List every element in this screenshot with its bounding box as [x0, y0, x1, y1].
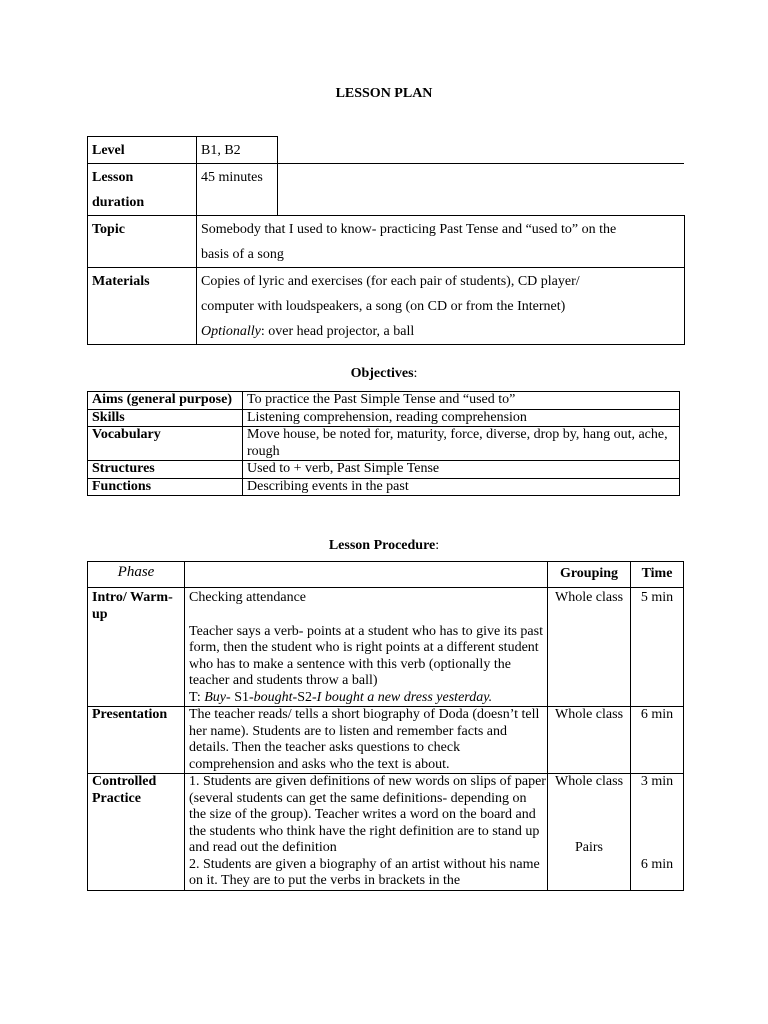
duration-label-line: Lesson — [92, 170, 134, 185]
procedure-table — [87, 561, 684, 891]
phase-description — [185, 588, 548, 707]
phase-description — [185, 774, 548, 891]
objectives-heading-colon: : — [413, 366, 418, 381]
description-paragraph: 1. Students are given definitions of new words on slips of paper (several students can get the same definitions- depending on the size of the group). Teacher writes a word on the board and the students who think have the right definition are to stand up and read out the definition — [189, 774, 546, 855]
document-title: LESSON PLAN — [335, 86, 433, 101]
objectives-label: Aims (general purpose) — [88, 392, 243, 410]
procedure-heading-text: Lesson Procedure — [328, 538, 436, 553]
example-part: I bought a new dress yesterday. — [316, 689, 493, 705]
objectives-label: Functions — [88, 478, 243, 496]
topic-line: Somebody that I used to know- practicing Past Tense and “used to” on the — [201, 222, 617, 237]
topic-line: basis of a song — [201, 247, 284, 262]
grouping-value: Whole class — [548, 707, 631, 774]
phase-name: Intro/ Warm-up — [88, 588, 185, 707]
procedure-header-blank — [185, 562, 548, 588]
topic-row — [88, 216, 685, 268]
info-spacer — [278, 137, 685, 164]
cell-gap — [631, 791, 683, 857]
time-value: 3 min — [640, 774, 674, 789]
time-value: 5 min — [631, 588, 684, 707]
duration-value: 45 minutes — [197, 164, 278, 216]
example-line — [189, 690, 547, 707]
grouping-column-header: Grouping — [548, 562, 631, 588]
phase-name: Controlled Practice — [88, 774, 185, 891]
example-part: -S2- — [292, 689, 317, 705]
phase-description: The teacher reads/ tells a short biography of Doda (doesn’t tell her name). Students are to listen and remember facts and details. Then the teacher asks questions to check comprehension and asks who the text is about. — [185, 707, 548, 774]
materials-line: Copies of lyric and exercises (for each pair of students), CD player/ — [201, 274, 580, 289]
materials-optional-line — [201, 319, 684, 344]
time-value: 6 min — [631, 707, 684, 774]
materials-line: computer with loudspeakers, a song (on CD or from the Internet) — [201, 299, 566, 314]
grouping-value: Pairs — [575, 839, 603, 855]
info-spacer — [278, 164, 685, 216]
objectives-value: Move house, be noted for, maturity, force, diverse, drop by, hang out, ache, rough — [243, 427, 680, 461]
topic-label: Topic — [88, 216, 197, 268]
phase-column-header: Phase — [88, 562, 185, 588]
example-part: bought — [253, 689, 293, 705]
paragraph-gap — [189, 607, 547, 624]
example-part: S1- — [230, 689, 254, 705]
optional-label: Optionally — [201, 324, 261, 339]
objectives-value: To practice the Past Simple Tense and “used to” — [243, 392, 680, 410]
materials-label: Materials — [88, 268, 197, 345]
objectives-row — [88, 392, 680, 410]
objectives-row — [88, 427, 680, 461]
objectives-row — [88, 478, 680, 496]
procedure-row-intro — [88, 588, 684, 707]
procedure-heading-colon: : — [435, 538, 440, 553]
objectives-value: Describing events in the past — [243, 478, 680, 496]
objectives-label: Structures — [88, 461, 243, 479]
example-part: T: — [189, 689, 205, 705]
materials-value — [197, 268, 685, 345]
time-column-header: Time — [631, 562, 684, 588]
objectives-label: Skills — [88, 409, 243, 427]
objectives-value: Listening comprehension, reading comprehension — [243, 409, 680, 427]
duration-label — [88, 164, 197, 216]
procedure-row-controlled-practice — [88, 774, 684, 891]
description-paragraph: 2. Students are given a biography of an artist without his name on it. They are to put the verbs in brackets in the — [189, 856, 540, 888]
objectives-label: Vocabulary — [88, 427, 243, 461]
grouping-value: Whole class — [548, 588, 631, 707]
example-part: Buy- — [204, 689, 231, 705]
duration-label-line: duration — [92, 195, 145, 210]
level-row — [88, 137, 685, 164]
description-paragraph: Checking attendance — [189, 590, 307, 605]
procedure-heading — [0, 538, 768, 554]
objectives-row — [88, 461, 680, 479]
optional-text: : over head projector, a ball — [260, 324, 415, 339]
procedure-row-presentation — [88, 707, 684, 774]
lesson-info-table — [87, 136, 685, 345]
objectives-heading-text: Objectives — [350, 366, 414, 381]
time-cell — [631, 774, 684, 891]
level-value: B1, B2 — [197, 137, 278, 164]
objectives-heading — [0, 366, 768, 382]
duration-row — [88, 164, 685, 216]
cell-gap — [548, 791, 630, 840]
description-paragraph: Teacher says a verb- points at a student who has to give its past form, then the student who is right points at a different student who has to make a sentence with this verb (optionally the teacher and students throw a ball) — [189, 623, 543, 688]
grouping-value: Whole class — [554, 774, 624, 789]
level-label: Level — [88, 137, 197, 164]
time-value: 6 min — [640, 856, 674, 872]
objectives-row — [88, 409, 680, 427]
phase-name: Presentation — [88, 707, 185, 774]
procedure-header-row — [88, 562, 684, 588]
objectives-table — [87, 391, 680, 496]
objectives-value: Used to + verb, Past Simple Tense — [243, 461, 680, 479]
grouping-cell — [548, 774, 631, 891]
materials-row — [88, 268, 685, 345]
topic-value — [197, 216, 685, 268]
